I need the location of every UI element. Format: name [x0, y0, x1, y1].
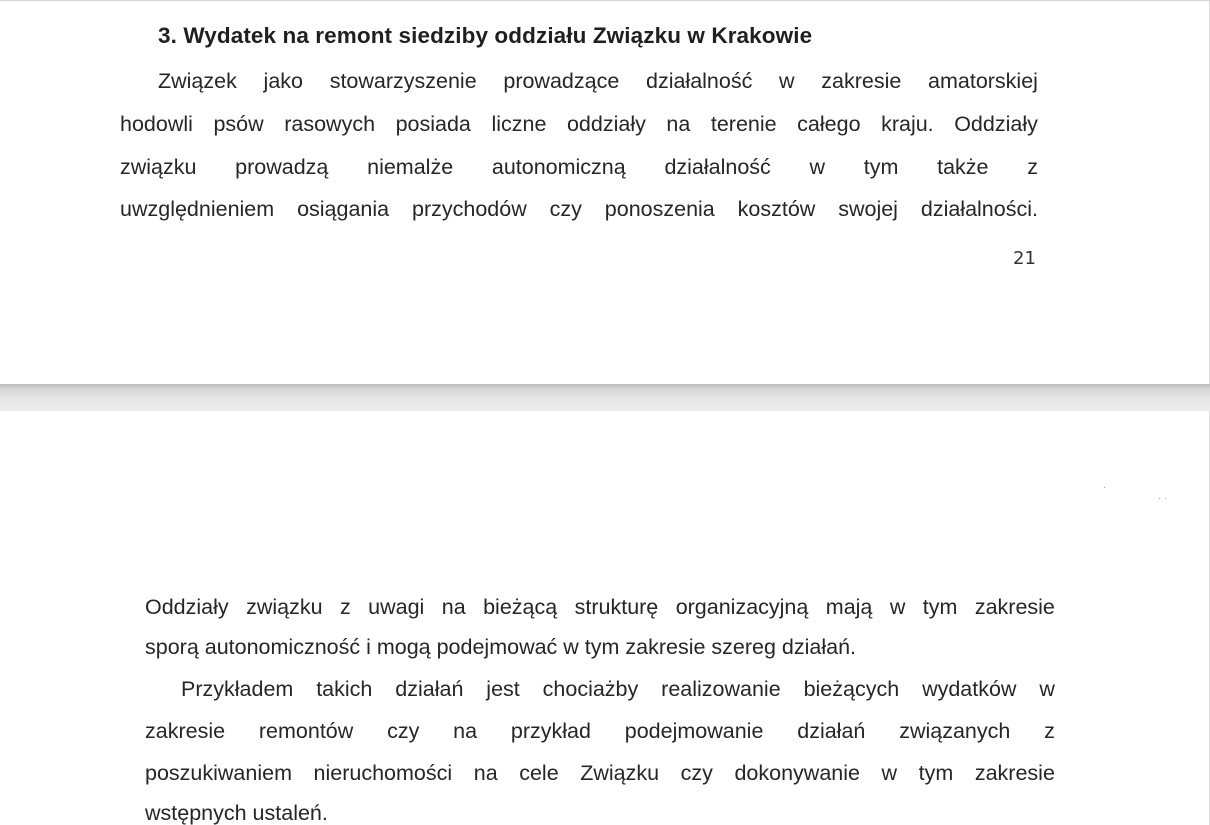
- word: działań: [395, 677, 464, 701]
- word: związku: [246, 595, 323, 619]
- word: czy: [680, 761, 713, 785]
- paragraph-line: [145, 759, 1055, 787]
- word: posiada: [395, 112, 471, 136]
- word: w: [809, 155, 826, 179]
- word: osiągania: [297, 197, 390, 221]
- word: w: [779, 69, 795, 93]
- word: zakresie: [974, 595, 1055, 619]
- word: realizowanie: [661, 677, 781, 701]
- word: kosztów: [737, 197, 816, 221]
- word: poszukiwaniem: [145, 761, 292, 785]
- word: strukturę: [574, 595, 659, 619]
- word: hodowli: [120, 112, 193, 136]
- word: tym: [863, 155, 899, 179]
- word: uwzględnieniem: [120, 197, 275, 221]
- word: jest: [486, 677, 520, 701]
- word: zakresie: [974, 761, 1055, 785]
- word: związanych: [899, 719, 1011, 743]
- word: oddziały: [566, 112, 646, 136]
- word: tym: [922, 595, 958, 619]
- word: remontów: [258, 719, 354, 743]
- word: podejmowanie: [624, 719, 764, 743]
- word: w: [881, 761, 898, 785]
- word: stowarzyszenie: [329, 69, 477, 93]
- word: autonomiczną: [491, 155, 626, 179]
- paragraph-line: [120, 195, 1038, 223]
- paragraph-line: [120, 110, 1038, 138]
- page-separator: [0, 384, 1210, 411]
- word: swojej: [838, 197, 898, 221]
- word: terenie: [710, 112, 777, 136]
- word: mają: [825, 595, 873, 619]
- word: związku: [120, 155, 197, 179]
- word: Przykładem: [181, 677, 294, 701]
- word: z: [1027, 155, 1038, 179]
- paragraph-line: [145, 593, 1055, 621]
- word: kraju.: [881, 112, 934, 136]
- word: przykład: [510, 719, 591, 743]
- word: działalność: [645, 69, 753, 93]
- scan-speck: · ·: [1158, 493, 1168, 504]
- word: psów: [213, 112, 264, 136]
- word: niemalże: [367, 155, 454, 179]
- word: Związek: [158, 69, 237, 93]
- word: wydatków: [922, 677, 1017, 701]
- word: z: [339, 595, 351, 619]
- paragraph-line: wstępnych ustaleń.: [145, 801, 328, 825]
- word: na: [666, 112, 691, 136]
- word: zakresie: [145, 719, 226, 743]
- word: prowadzące: [503, 69, 620, 93]
- word: także: [937, 155, 989, 179]
- word: Oddziały: [954, 112, 1038, 136]
- word: na: [473, 761, 498, 785]
- word: w: [1039, 677, 1055, 701]
- word: na: [453, 719, 478, 743]
- word: całego: [797, 112, 861, 136]
- paragraph-line: [181, 675, 1055, 703]
- section-heading: 3. Wydatek na remont siedziby oddziału Związku w Krakowie: [158, 23, 813, 48]
- word: z: [1044, 719, 1055, 743]
- word: działalność: [664, 155, 771, 179]
- word: liczne: [491, 112, 547, 136]
- document-page-22: [0, 411, 1210, 825]
- word: prowadzą: [235, 155, 329, 179]
- paragraph-line: sporą autonomiczność i mogą podejmować w tym zakresie szereg działań.: [145, 635, 857, 659]
- word: cele: [519, 761, 559, 785]
- word: przychodów: [412, 197, 527, 221]
- word: bieżących: [803, 677, 900, 701]
- word: działalności.: [920, 197, 1038, 221]
- word: na: [441, 595, 466, 619]
- page-number: 21: [1013, 248, 1036, 269]
- paragraph-line: [145, 717, 1055, 745]
- word: ponoszenia: [604, 197, 715, 221]
- word: nieruchomości: [313, 761, 453, 785]
- scan-speck: ·: [1103, 482, 1107, 493]
- word: Oddziały: [145, 595, 229, 619]
- word: czy: [549, 197, 582, 221]
- document-page-21: [0, 0, 1210, 384]
- word: zakresie: [821, 69, 902, 93]
- word: czy: [387, 719, 420, 743]
- word: dokonywanie: [734, 761, 860, 785]
- word: Związku: [580, 761, 660, 785]
- paragraph-line: [120, 153, 1038, 181]
- paragraph-line: [158, 67, 1038, 95]
- word: bieżącą: [483, 595, 558, 619]
- word: chociażby: [542, 677, 639, 701]
- word: amatorskiej: [928, 69, 1038, 93]
- word: tym: [918, 761, 954, 785]
- word: w: [889, 595, 906, 619]
- word: takich: [316, 677, 373, 701]
- word: rasowych: [284, 112, 376, 136]
- word: uwagi: [368, 595, 425, 619]
- word: jako: [263, 69, 303, 93]
- word: działań: [797, 719, 866, 743]
- word: organizacyjną: [675, 595, 809, 619]
